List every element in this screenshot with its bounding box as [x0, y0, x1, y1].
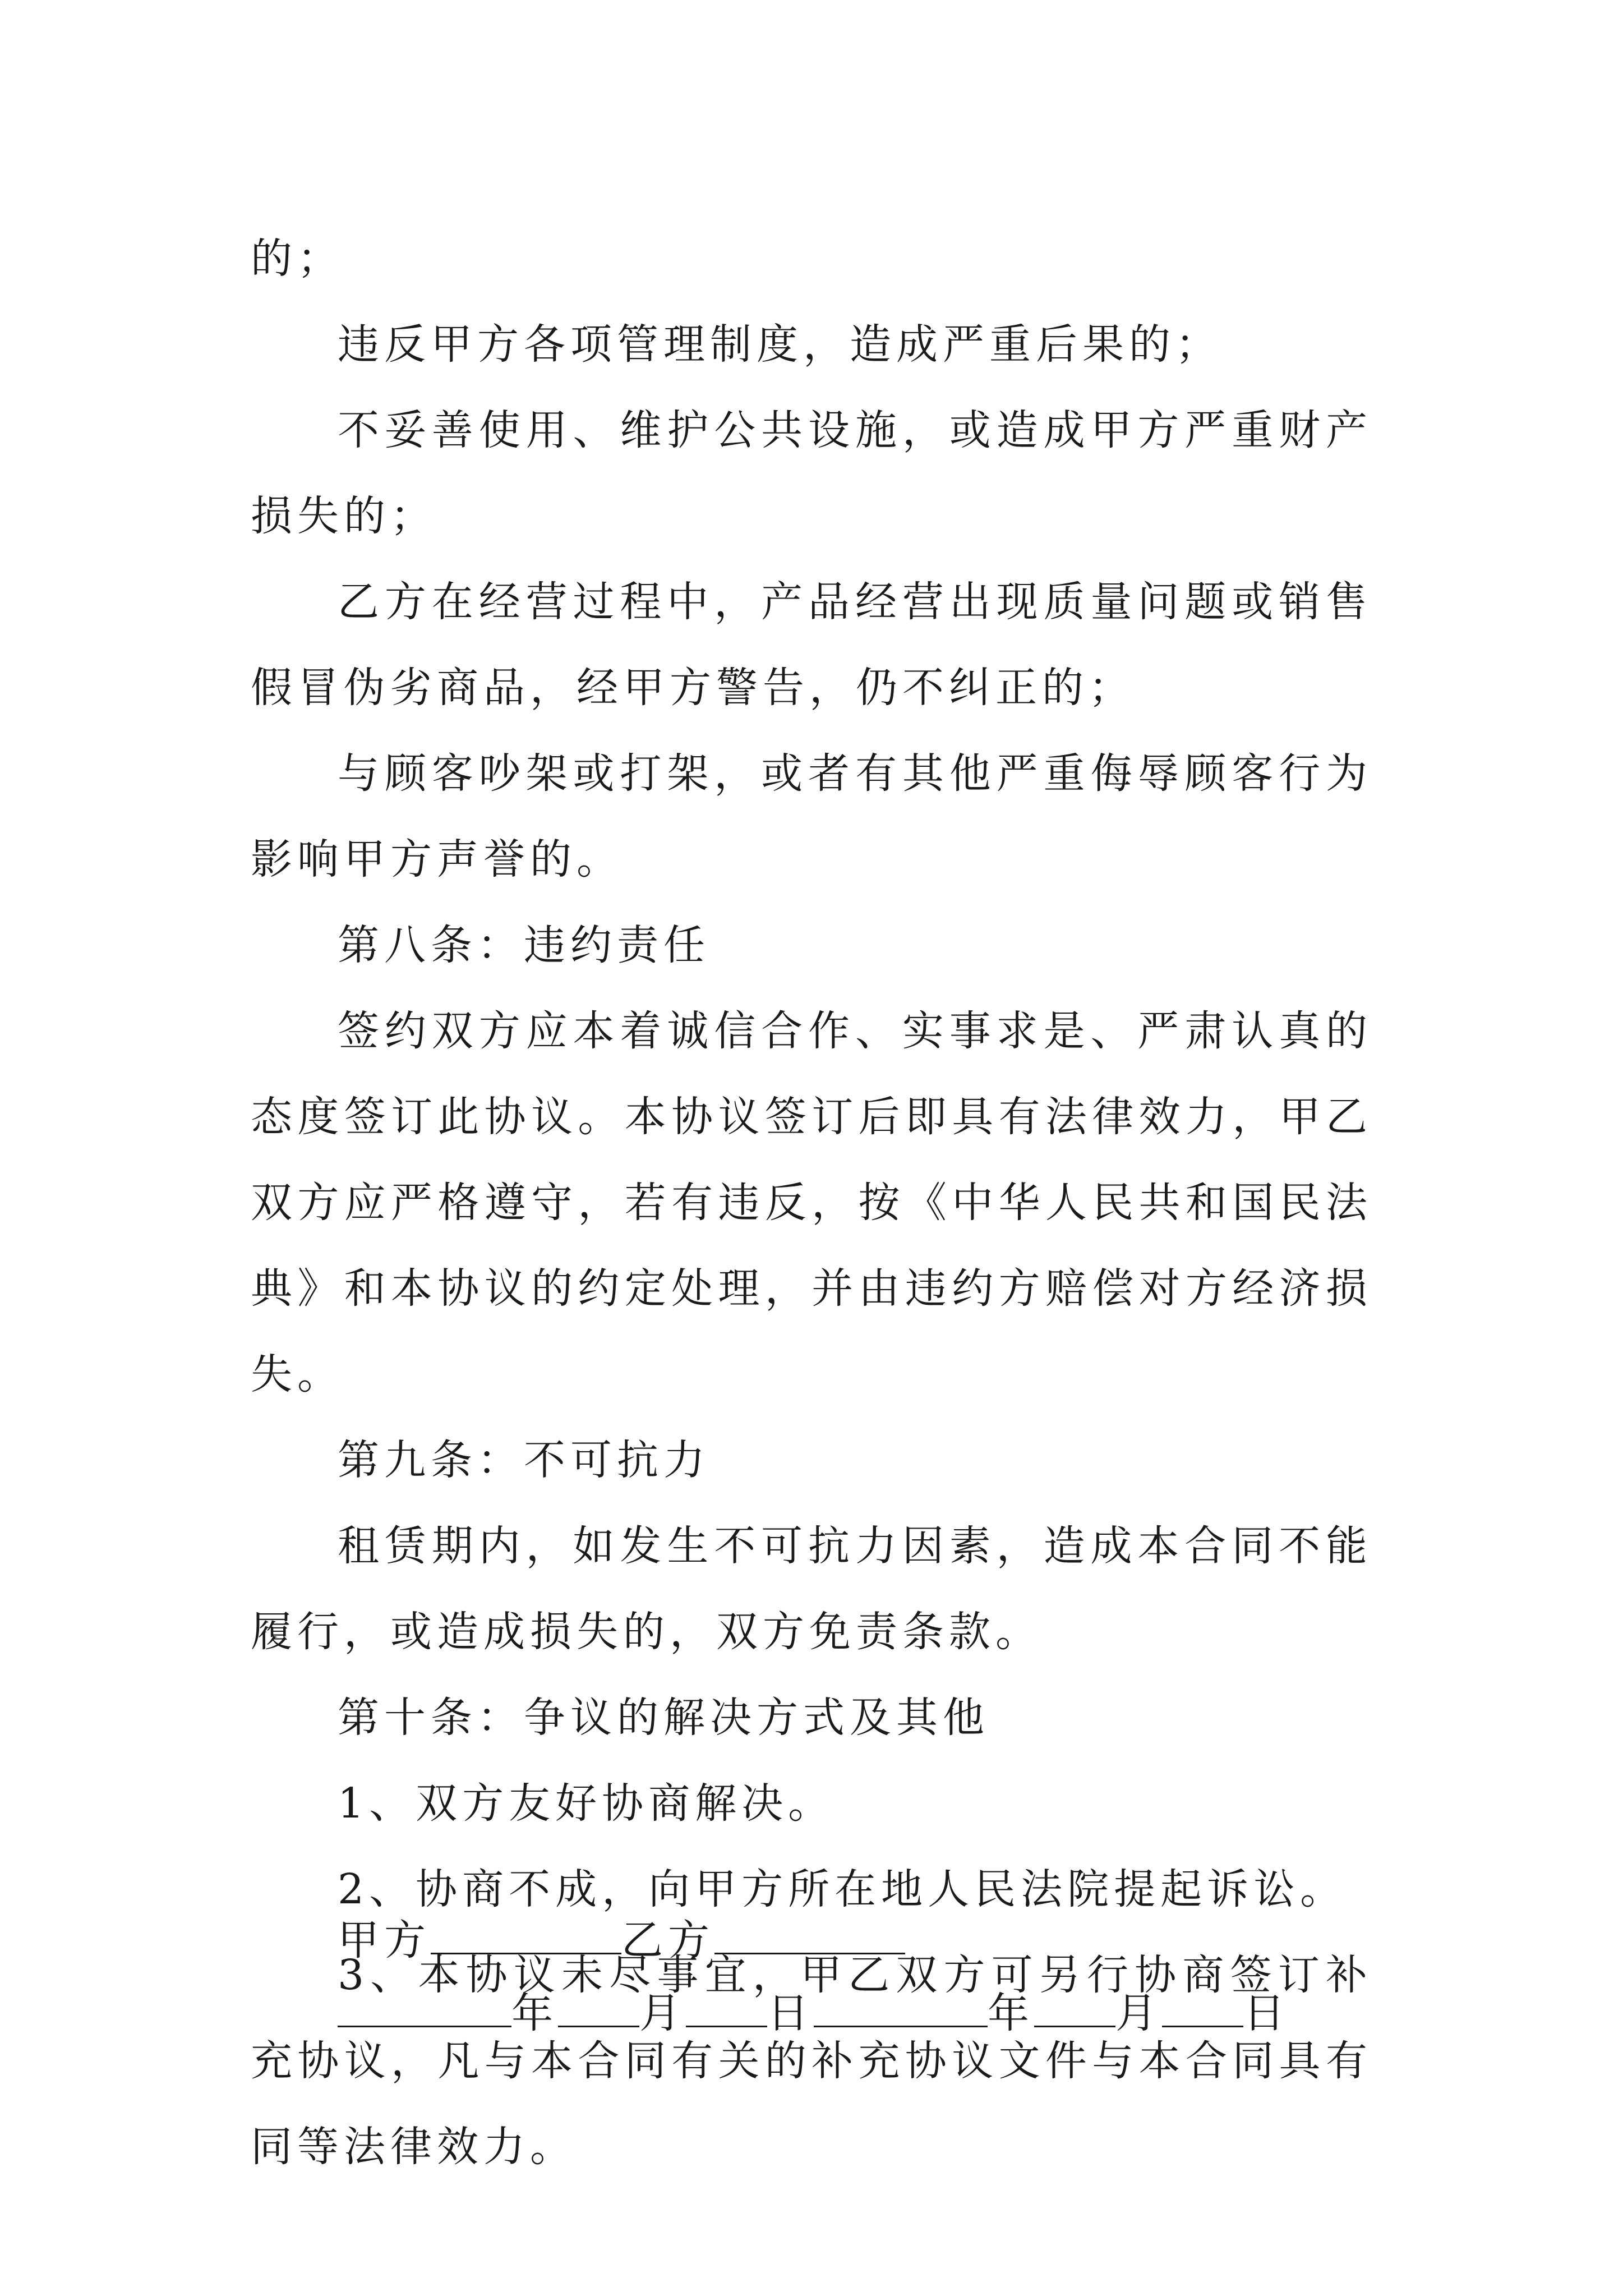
- party-b-signature-blank: [714, 1917, 905, 1954]
- party-a-label: 甲方: [338, 1916, 431, 1964]
- clause-item: 乙方在经营过程中，产品经营出现质量问题或销售假冒伪劣商品，经甲方警告，仍不纠正的；: [251, 578, 1372, 712]
- article-10-item-1: 1、双方友好协商解决。: [338, 1779, 835, 1828]
- clause-item: 违反甲方各项管理制度，造成严重后果的；: [338, 320, 1222, 369]
- month-label: 月: [639, 1989, 686, 2037]
- clause-item: 与顾客吵架或打架，或者有其他严重侮辱顾客行为影响甲方声誉的。: [251, 749, 1372, 884]
- paragraph-continuation: 的；: [251, 234, 344, 283]
- article-10-heading: 第十条：争议的解决方式及其他: [338, 1694, 989, 1742]
- year-label: 年: [988, 1989, 1034, 2037]
- party-a-month-blank: [558, 1990, 639, 2027]
- clause-item: 不妥善使用、维护公共设施，或造成甲方严重财产损失的；: [251, 406, 1372, 540]
- article-9-heading: 第九条：不可抗力: [338, 1436, 710, 1484]
- party-a-day-blank: [686, 1990, 767, 2027]
- party-b-label: 乙方: [621, 1916, 714, 1964]
- day-label: 日: [767, 1989, 814, 2037]
- party-a-signature-blank: [431, 1917, 621, 1954]
- date-line: [338, 1980, 1290, 2040]
- signature-line: [338, 1907, 905, 1967]
- article-9-body: 租赁期内，如发生不可抗力因素，造成本合同不能履行，或造成损失的，双方免责条款。: [251, 1522, 1372, 1656]
- year-label: 年: [511, 1989, 558, 2037]
- month-label: 月: [1115, 1989, 1162, 2037]
- article-10-item-2: 2、协商不成，向甲方所在地人民法院提起诉讼。: [338, 1865, 1347, 1913]
- day-label: 日: [1243, 1989, 1290, 2037]
- party-a-year-blank: [338, 1990, 511, 2027]
- party-b-day-blank: [1162, 1990, 1243, 2027]
- article-8-body: 签约双方应本着诚信合作、实事求是、严肃认真的态度签订此协议。本协议签订后即具有法律效力，甲乙双方应严格遵守，若有违反，按《中华人民共和国民法典》和本协议的约定处理，并由违约方赔偿对方经济损失。: [251, 1007, 1372, 1398]
- party-b-year-blank: [814, 1990, 988, 2027]
- contract-body: [251, 216, 1372, 2190]
- article-10-item-3: 3、本协议未尽事宜，甲乙双方可另行协商签订补充协议，凡与本合同有关的补充协议文件与本合同具有同等法律效力。: [251, 1951, 1372, 2171]
- article-8-heading: 第八条：违约责任: [338, 921, 710, 969]
- party-b-month-blank: [1034, 1990, 1115, 2027]
